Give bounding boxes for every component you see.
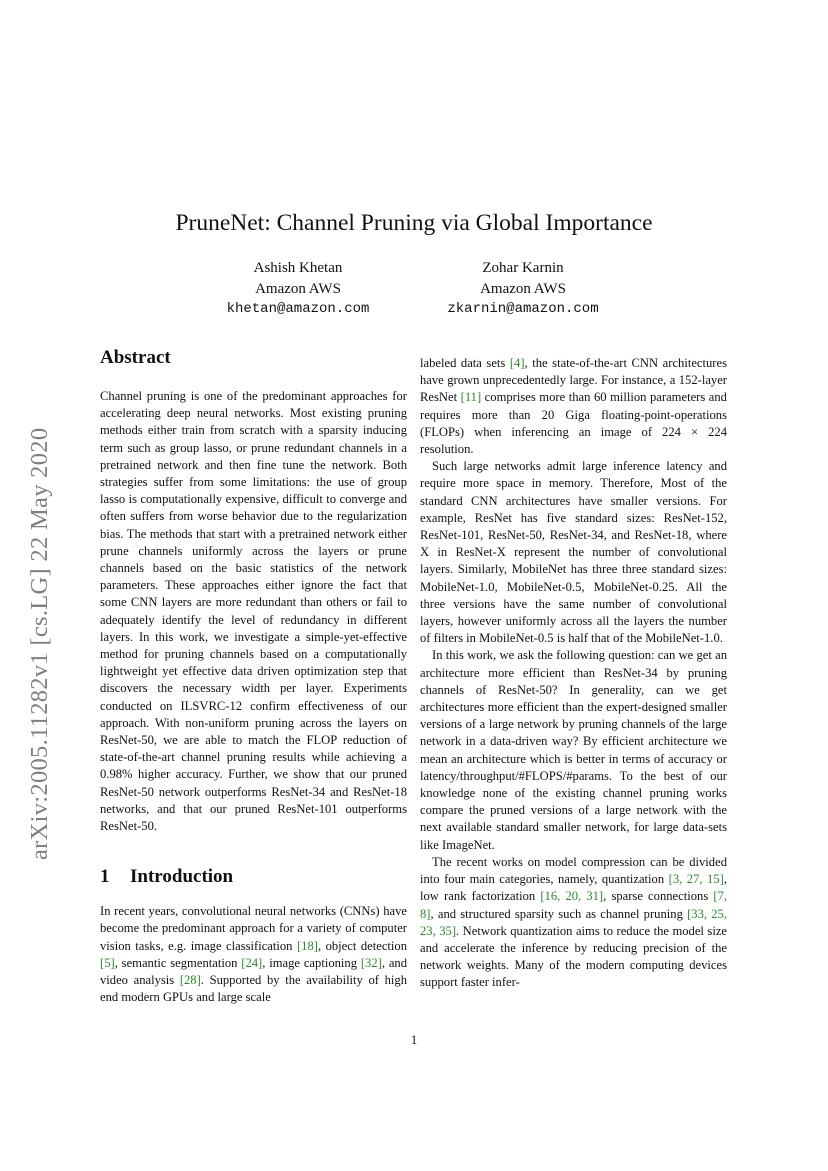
- citation-link[interactable]: [24]: [241, 955, 263, 970]
- author-email[interactable]: khetan@amazon.com: [226, 301, 370, 317]
- body-paragraph: In this work, we ask the following question: can we get an architecture more efficient than ResNet-34 by pruning channels of ResNet-50? In generality, can we get architectures more efficient than the expert-designed smaller versions of a large network by pruning channels of the large network in a data-driven way? By efficient architecture we mean an architecture which is better in terms of accuracy or latency/throughput/#FLOPS/#params. To the best of our knowledge none of the existing channel pruning works compare the pruned versions of a large network with the next available standard smaller network, for large data-sets like ImageNet.: [420, 648, 727, 852]
- left-column: [100, 346, 407, 1007]
- citation-link[interactable]: [28]: [179, 973, 201, 988]
- abstract-heading: Abstract: [100, 347, 171, 368]
- author-name: Ashish Khetan: [253, 260, 343, 276]
- section-number: 1: [100, 866, 110, 888]
- citation-link[interactable]: [32]: [360, 955, 382, 970]
- citation-link[interactable]: [16, 20, 31]: [540, 889, 604, 904]
- paper-title: PruneNet: Channel Pruning via Global Importance: [175, 210, 653, 236]
- body-paragraph: labeled data sets [4], the state-of-the-art CNN architectures have grown unprecedentedly large. For instance, a 152-layer ResNet [11] comprises more than 60 million parameters and requires more than 20 Giga floating-point-operations (FLOPs) when inferencing an image of 224 × 224 resolution.: [420, 356, 727, 457]
- citation-link[interactable]: [7, 8]: [420, 889, 728, 921]
- arxiv-identifier: arXiv:2005.11282v1 [cs.LG] 22 May 2020: [26, 427, 53, 860]
- right-column: [420, 355, 727, 992]
- citation-link[interactable]: [18]: [296, 938, 318, 953]
- section-title: Introduction: [130, 866, 234, 888]
- citation-link[interactable]: [3, 27, 15]: [668, 872, 724, 887]
- citation-link[interactable]: [11]: [460, 390, 482, 405]
- author-block: [168, 258, 428, 320]
- citation-link[interactable]: [33, 25, 23, 35]: [420, 906, 727, 938]
- section-heading: [100, 865, 407, 889]
- author-affiliation: Amazon AWS: [480, 280, 566, 297]
- author-name: Zohar Karnin: [482, 260, 564, 276]
- citation-link[interactable]: [5]: [100, 955, 115, 970]
- author-email[interactable]: zkarnin@amazon.com: [447, 301, 599, 317]
- author-block: [393, 258, 653, 320]
- body-paragraph: The recent works on model compression can be divided into four main categories, namely, quantization [3, 27, 15], low rank factorization [16, 20, 31], sparse connections [7, 8], and structured sparsity such as channel pruning [33, 25, 23, 35]. Network quantization aims to reduce the model size and accelerate the inference by reducing precision of the network weights. Many of the modern computing devices support faster infer-: [420, 854, 728, 990]
- page-number: 1: [410, 1032, 418, 1047]
- body-paragraph: Such large networks admit large inference latency and require more space in memory. Therefore, Most of the standard CNN architectures have smaller versions. For example, ResNet has five standard sizes: ResNet-152, ResNet-101, ResNet-50, ResNet-34, and ResNet-18, where X in ResNet-X represent the number of convolutional layers. Similarly, MobileNet has three three standard sizes: MobileNet-1.0, MobileNet-0.5, MobileNet-0.25. All the three versions have the same number of convolutional layers, however uniformly across all the layers the number of filters in MobileNet-0.5 is half that of the MobileNet-1.0.: [420, 459, 727, 646]
- abstract-text: Channel pruning is one of the predominant approaches for accelerating deep neural networks. Most existing pruning methods either train from scratch with a sparsity inducing term such as group lasso, or prune redundant channels in a pretrained network and then fine tune the network. Both strategies suffer from some limitations: the use of group lasso is computationally expensive, difficult to converge and often suffers from worse behavior due to the regularization bias. The methods that start with a pretrained network either prune channels uniformly across the layers or prune channels based on the basic statistics of the network parameters. These approaches either ignore the fact that some CNN layers are more redundant than others or fail to adequately identify the level of redundancy in different layers. In this work, we investigate a simple-yet-effective method for pruning channels based on a computationally lightweight yet effective data driven optimization step that discovers the necessary width per layer. Experiments conducted on ILSVRC-12 confirm effectiveness of our approach. With non-uniform pruning across the layers on ResNet-50, we are able to match the FLOP reduction of state-of-the-art channel pruning results while achieving a 0.98% higher accuracy. Further, we show that our pruned ResNet-50 network outperforms ResNet-34 and ResNet-18 networks, and that our pruned ResNet-101 outperforms ResNet-50.: [100, 389, 407, 834]
- intro-paragraph: In recent years, convolutional neural networks (CNNs) have become the predominant approach for a variety of computer vision tasks, e.g. image classification [18], object detection [5], semantic segmentation [24], image captioning [32], and video analysis [28]. Supported by the availability of high end modern GPUs and large scale: [100, 904, 408, 1005]
- author-affiliation: Amazon AWS: [255, 280, 341, 297]
- citation-link[interactable]: [4]: [509, 356, 525, 370]
